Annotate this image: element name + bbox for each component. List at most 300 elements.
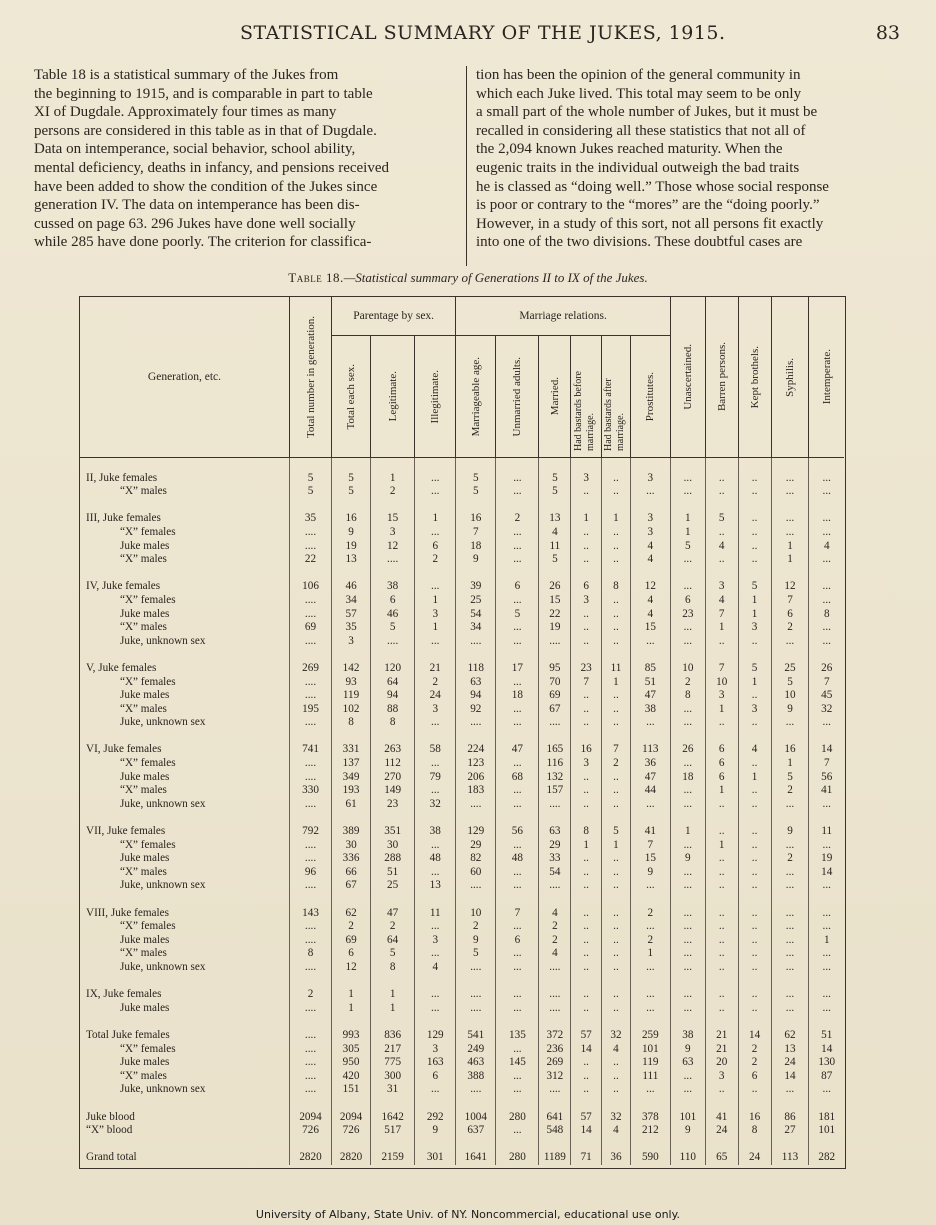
table-row [80, 621, 844, 635]
table-cell: 39 [456, 580, 496, 594]
table-cell: ... [415, 947, 456, 961]
table-cell: .... [456, 635, 496, 649]
table-cell: ... [771, 485, 809, 499]
table-cell: 30 [371, 839, 415, 853]
table-cell: 47 [630, 689, 670, 703]
table-cell: .. [738, 839, 771, 853]
table-cell: .. [738, 512, 771, 526]
table-cell: 113 [771, 1151, 809, 1165]
table-cell: .. [571, 635, 602, 649]
table-cell: 9 [670, 1043, 705, 1057]
table-cell: 280 [496, 1151, 539, 1165]
table-cell: ... [496, 866, 539, 880]
table-cell: .. [602, 635, 631, 649]
table-cell: 301 [415, 1151, 456, 1165]
col-header-total-generation: Total number in generation. [289, 297, 331, 458]
table-cell: .. [602, 798, 631, 812]
table-cell: ... [809, 594, 844, 608]
table-cell: 129 [456, 825, 496, 839]
table-cell: ... [496, 757, 539, 771]
row-label: “X” females [120, 757, 176, 770]
table-cell: 11 [809, 825, 844, 839]
col-header-unascertained: Unascertained. [670, 297, 705, 458]
table-cell: .. [705, 934, 738, 948]
col-header-marriageable: Marriageable age. [456, 335, 496, 457]
table-row [80, 757, 844, 771]
table-cell: 9 [332, 526, 371, 540]
table-cell: .. [738, 866, 771, 880]
table-cell: 16 [332, 512, 371, 526]
table-cell: ... [809, 580, 844, 594]
table-cell: 6 [705, 757, 738, 771]
table-cell: ... [809, 947, 844, 961]
table-cell: 88 [371, 703, 415, 717]
table-cell: 3 [415, 703, 456, 717]
table-cell: ... [670, 621, 705, 635]
table-cell: 2 [371, 920, 415, 934]
row-label: Juke, unknown sex [120, 1083, 206, 1096]
table-cell: .. [571, 716, 602, 730]
row-label: “X” blood [86, 1124, 133, 1137]
generation-header: Generation, etc. [80, 297, 289, 458]
table-cell: ... [630, 485, 670, 499]
table-cell: 29 [456, 839, 496, 853]
table-cell: .... [456, 988, 496, 1002]
table-row [80, 852, 844, 866]
table-row [80, 771, 844, 785]
table-cell: 269 [289, 662, 331, 676]
table-cell: 13 [332, 553, 371, 567]
table-cell: ... [771, 988, 809, 1002]
table-cell: ... [809, 988, 844, 1002]
table-row [80, 1002, 844, 1016]
table-cell: ... [496, 1002, 539, 1016]
group-spacer [80, 648, 844, 662]
table-cell: 10 [771, 689, 809, 703]
table-cell: 7 [630, 839, 670, 853]
table-cell: 44 [630, 784, 670, 798]
body-text-line: cussed on page 63. 296 Jukes have done well socially [34, 215, 356, 232]
table-cell: 312 [539, 1070, 571, 1084]
table-cell: ... [496, 676, 539, 690]
table-cell: 5 [771, 771, 809, 785]
table-cell: .... [456, 716, 496, 730]
table-row [80, 662, 844, 676]
table-cell: 36 [602, 1151, 631, 1165]
table-cell: .. [602, 703, 631, 717]
table-cell: 8 [332, 716, 371, 730]
table-caption-title: —Statistical summary of Generations II to IX of the Jukes. [343, 270, 648, 285]
table-cell: ... [496, 1070, 539, 1084]
body-text-line: Table 18 is a statistical summary of the Jukes from [34, 67, 339, 83]
table-cell: 67 [539, 703, 571, 717]
row-label: IX, Juke females [86, 988, 162, 1001]
table-row [80, 594, 844, 608]
table-cell: 5 [602, 825, 631, 839]
table-cell: 2 [415, 676, 456, 690]
table-cell: .. [571, 608, 602, 622]
table-cell: ... [496, 1043, 539, 1057]
table-cell: ... [670, 485, 705, 499]
table-cell: 15 [371, 512, 415, 526]
table-cell: ... [809, 1083, 844, 1097]
table-cell: 1 [738, 771, 771, 785]
row-label: Juke males [120, 852, 170, 865]
table-cell: 6 [496, 934, 539, 948]
table-cell: 63 [456, 676, 496, 690]
table-cell: .. [571, 1083, 602, 1097]
table-cell: 2 [456, 920, 496, 934]
table-row [80, 1029, 844, 1043]
table-cell: 8 [738, 1124, 771, 1138]
table-cell: 13 [415, 879, 456, 893]
group-header-parentage: Parentage by sex. [332, 297, 456, 335]
table-cell: 106 [289, 580, 331, 594]
group-spacer [80, 499, 844, 513]
table-cell: ... [670, 716, 705, 730]
table-cell: ... [809, 920, 844, 934]
table-cell: 9 [670, 852, 705, 866]
table-cell: 66 [332, 866, 371, 880]
table-cell: 9 [771, 703, 809, 717]
table-cell: 70 [539, 676, 571, 690]
table-cell: ... [670, 757, 705, 771]
body-text-line: the beginning to 1915, and is comparable in part to table [34, 85, 373, 102]
table-cell: 1 [415, 621, 456, 635]
row-label: IV, Juke females [86, 580, 161, 593]
table-cell: 1 [415, 512, 456, 526]
table-cell: .... [539, 988, 571, 1002]
table-cell: 1 [771, 553, 809, 567]
table-cell: ... [809, 839, 844, 853]
table-row [80, 485, 844, 499]
table-cell: ... [670, 1070, 705, 1084]
table-cell: 282 [809, 1151, 844, 1165]
table-cell: 95 [539, 662, 571, 676]
table-cell: .. [571, 920, 602, 934]
col-header-bastards-before: Had bastards before marriage. [571, 335, 602, 457]
group-spacer [80, 1097, 844, 1111]
table-cell: .. [602, 1002, 631, 1016]
table-cell: 3 [630, 526, 670, 540]
table-cell: .. [571, 621, 602, 635]
table-cell: ... [630, 716, 670, 730]
table-row [80, 1056, 844, 1070]
body-text-line: generation IV. The data on intemperance has been dis- [34, 197, 360, 214]
table-cell: ... [771, 961, 809, 975]
table-cell: 12 [332, 961, 371, 975]
table-cell: .. [602, 934, 631, 948]
table-cell: 129 [415, 1029, 456, 1043]
table-cell: ... [630, 1002, 670, 1016]
table-cell: .. [705, 553, 738, 567]
row-label: “X” females [120, 920, 176, 933]
table-cell: ... [809, 526, 844, 540]
table-cell: 8 [289, 947, 331, 961]
col-header-kept-brothels: Kept brothels. [738, 297, 771, 458]
table-cell: .. [571, 703, 602, 717]
table-cell: .. [738, 907, 771, 921]
table-cell: 19 [332, 540, 371, 554]
table-row [80, 879, 844, 893]
table-cell: 57 [332, 608, 371, 622]
table-cell: 145 [496, 1056, 539, 1070]
table-cell: 263 [371, 743, 415, 757]
table-cell: 14 [571, 1124, 602, 1138]
table-cell: ... [496, 635, 539, 649]
table-cell: 6 [415, 1070, 456, 1084]
table-cell: ... [496, 839, 539, 853]
table-cell: 47 [371, 907, 415, 921]
table-cell: 2820 [289, 1151, 331, 1165]
table-cell: ... [670, 580, 705, 594]
table-cell: 5 [456, 947, 496, 961]
table-cell: .... [456, 879, 496, 893]
row-label: “X” males [120, 1069, 167, 1082]
table-cell: .. [705, 635, 738, 649]
table-cell: 8 [602, 580, 631, 594]
table-cell: 2 [771, 621, 809, 635]
table-row [80, 947, 844, 961]
table-cell: 23 [371, 798, 415, 812]
table-cell: ... [670, 1083, 705, 1097]
table-cell: .... [289, 594, 331, 608]
row-label: Juke males [120, 933, 170, 946]
table-row [80, 866, 844, 880]
table-cell: .. [738, 920, 771, 934]
table-cell: .. [571, 961, 602, 975]
table-cell: .. [738, 934, 771, 948]
table-row [80, 676, 844, 690]
table-cell: 38 [415, 825, 456, 839]
table-cell: 67 [332, 879, 371, 893]
table-cell: 8 [571, 825, 602, 839]
row-label: “X” females [120, 593, 176, 606]
table-cell: .. [738, 553, 771, 567]
table-cell: 14 [738, 1029, 771, 1043]
table-cell: .. [705, 907, 738, 921]
col-header-married: Married. [539, 335, 571, 457]
table-cell: 38 [630, 703, 670, 717]
table-cell: 71 [571, 1151, 602, 1165]
table-cell: 11 [415, 907, 456, 921]
footer-credit: University of Albany, State Univ. of NY. Noncommercial, educational use only. [255, 1208, 681, 1221]
table-cell: .... [289, 839, 331, 853]
table-cell: 6 [705, 743, 738, 757]
table-cell: 142 [332, 662, 371, 676]
col-header-prostitutes: Prostitutes. [630, 335, 670, 457]
table-cell: 517 [371, 1124, 415, 1138]
table-cell: 35 [332, 621, 371, 635]
table-cell: 5 [456, 485, 496, 499]
table-cell: ... [771, 526, 809, 540]
table-cell: 3 [571, 472, 602, 486]
row-label: VIII, Juke females [86, 906, 169, 919]
table-cell: 4 [602, 1124, 631, 1138]
table-cell: 463 [456, 1056, 496, 1070]
table-cell: .. [738, 1083, 771, 1097]
table-cell: ... [771, 947, 809, 961]
table-cell: 2094 [289, 1111, 331, 1125]
body-text-line: tion has been the opinion of the general community in [476, 67, 801, 83]
table-cell: .. [705, 798, 738, 812]
table-cell: ... [496, 540, 539, 554]
table-cell: 30 [332, 839, 371, 853]
table-cell: 34 [332, 594, 371, 608]
table-cell: 641 [539, 1111, 571, 1125]
table-cell: 18 [456, 540, 496, 554]
table-cell: .... [289, 716, 331, 730]
table-cell: 19 [539, 621, 571, 635]
table-cell: 51 [630, 676, 670, 690]
table-cell: 1 [602, 839, 631, 853]
table-cell: ... [415, 866, 456, 880]
table-cell: .. [705, 866, 738, 880]
table-cell: ... [415, 635, 456, 649]
table-cell: 31 [371, 1083, 415, 1097]
table-cell: 5 [332, 472, 371, 486]
table-cell: 22 [539, 608, 571, 622]
table-cell: 10 [705, 676, 738, 690]
body-text-line: the 2,094 known Jukes reached maturity. When the [476, 141, 783, 158]
table-cell: 29 [539, 839, 571, 853]
column-divider [466, 66, 467, 266]
table-cell: 94 [371, 689, 415, 703]
table-cell: ... [630, 798, 670, 812]
table-cell: .... [289, 1083, 331, 1097]
table-cell: ... [630, 1083, 670, 1097]
table-row [80, 635, 844, 649]
table-cell: 46 [371, 608, 415, 622]
table-row [80, 934, 844, 948]
table-cell: .... [289, 757, 331, 771]
table-cell: 5 [456, 472, 496, 486]
table-cell: ... [670, 839, 705, 853]
table-cell: 18 [496, 689, 539, 703]
row-label: VII, Juke females [86, 825, 166, 838]
table-cell: 5 [332, 485, 371, 499]
table-cell: 7 [705, 662, 738, 676]
table-cell: 726 [289, 1124, 331, 1138]
table-cell: .. [602, 771, 631, 785]
table-cell: .... [289, 1043, 331, 1057]
table-cell: .. [705, 947, 738, 961]
table-cell: .. [571, 771, 602, 785]
table-cell: 32 [602, 1111, 631, 1125]
table-cell: 3 [415, 1043, 456, 1057]
table-cell: .. [705, 961, 738, 975]
table-cell: 8 [371, 716, 415, 730]
table-cell: 280 [496, 1111, 539, 1125]
table-cell: 9 [771, 825, 809, 839]
table-cell: ... [496, 784, 539, 798]
table-cell: 5 [289, 472, 331, 486]
table-cell: .. [602, 716, 631, 730]
table-cell: 38 [371, 580, 415, 594]
table-cell: 51 [371, 866, 415, 880]
row-label: V, Juke females [86, 661, 157, 674]
table-cell: 259 [630, 1029, 670, 1043]
table-cell: 48 [415, 852, 456, 866]
group-spacer [80, 458, 844, 472]
table-cell: .. [571, 540, 602, 554]
table-cell: .. [571, 485, 602, 499]
table-cell: 15 [539, 594, 571, 608]
table-cell: .... [539, 1002, 571, 1016]
table-cell: 3 [332, 635, 371, 649]
table-cell: 94 [456, 689, 496, 703]
table-cell: 4 [705, 540, 738, 554]
table-cell: 7 [771, 594, 809, 608]
table-cell: 63 [539, 825, 571, 839]
table-cell: ... [630, 879, 670, 893]
table-cell: 590 [630, 1151, 670, 1165]
table-cell: .. [571, 1070, 602, 1084]
table-cell: 102 [332, 703, 371, 717]
table-cell: ... [670, 866, 705, 880]
table-row [80, 784, 844, 798]
table-cell: 151 [332, 1083, 371, 1097]
table-cell: 2 [496, 512, 539, 526]
table-cell: 16 [571, 743, 602, 757]
table-cell: ... [415, 1002, 456, 1016]
table-cell: .. [571, 689, 602, 703]
table-cell: ... [771, 866, 809, 880]
table-cell: 10 [670, 662, 705, 676]
table-cell: 165 [539, 743, 571, 757]
row-label: Juke males [120, 1001, 170, 1014]
table-cell: ... [496, 920, 539, 934]
table-cell: 7 [705, 608, 738, 622]
table-cell: .. [705, 485, 738, 499]
table-cell: 96 [289, 866, 331, 880]
table-cell: 68 [496, 771, 539, 785]
table-cell: .... [289, 920, 331, 934]
table-cell: 24 [415, 689, 456, 703]
table-cell: 2 [602, 757, 631, 771]
table-cell: 4 [602, 1043, 631, 1057]
table-cell: 305 [332, 1043, 371, 1057]
table-cell: .. [571, 866, 602, 880]
table-cell: 5 [289, 485, 331, 499]
table-cell: .... [289, 635, 331, 649]
table-cell: 3 [738, 621, 771, 635]
table-cell: 10 [456, 907, 496, 921]
table-cell: 13 [539, 512, 571, 526]
table-cell: 18 [670, 771, 705, 785]
body-text-line: is poor or contrary to the “mores” are the “doing poorly.” [476, 197, 820, 214]
table-cell: 119 [332, 689, 371, 703]
group-spacer [80, 1138, 844, 1152]
table-row [80, 988, 844, 1002]
row-label: VI, Juke females [86, 743, 162, 756]
table-cell: .. [602, 526, 631, 540]
table-cell: 1 [705, 703, 738, 717]
table-cell: 24 [738, 1151, 771, 1165]
table-cell: ... [496, 1083, 539, 1097]
table-cell: 4 [738, 743, 771, 757]
table-cell: 1 [771, 540, 809, 554]
statistics-table-body [80, 458, 844, 1165]
table-cell: ... [809, 716, 844, 730]
table-cell: .. [705, 526, 738, 540]
table-cell: 16 [771, 743, 809, 757]
table-cell: 4 [809, 540, 844, 554]
table-cell: 22 [289, 553, 331, 567]
table-cell: 1 [571, 839, 602, 853]
table-cell: .. [705, 988, 738, 1002]
table-cell: 9 [630, 866, 670, 880]
